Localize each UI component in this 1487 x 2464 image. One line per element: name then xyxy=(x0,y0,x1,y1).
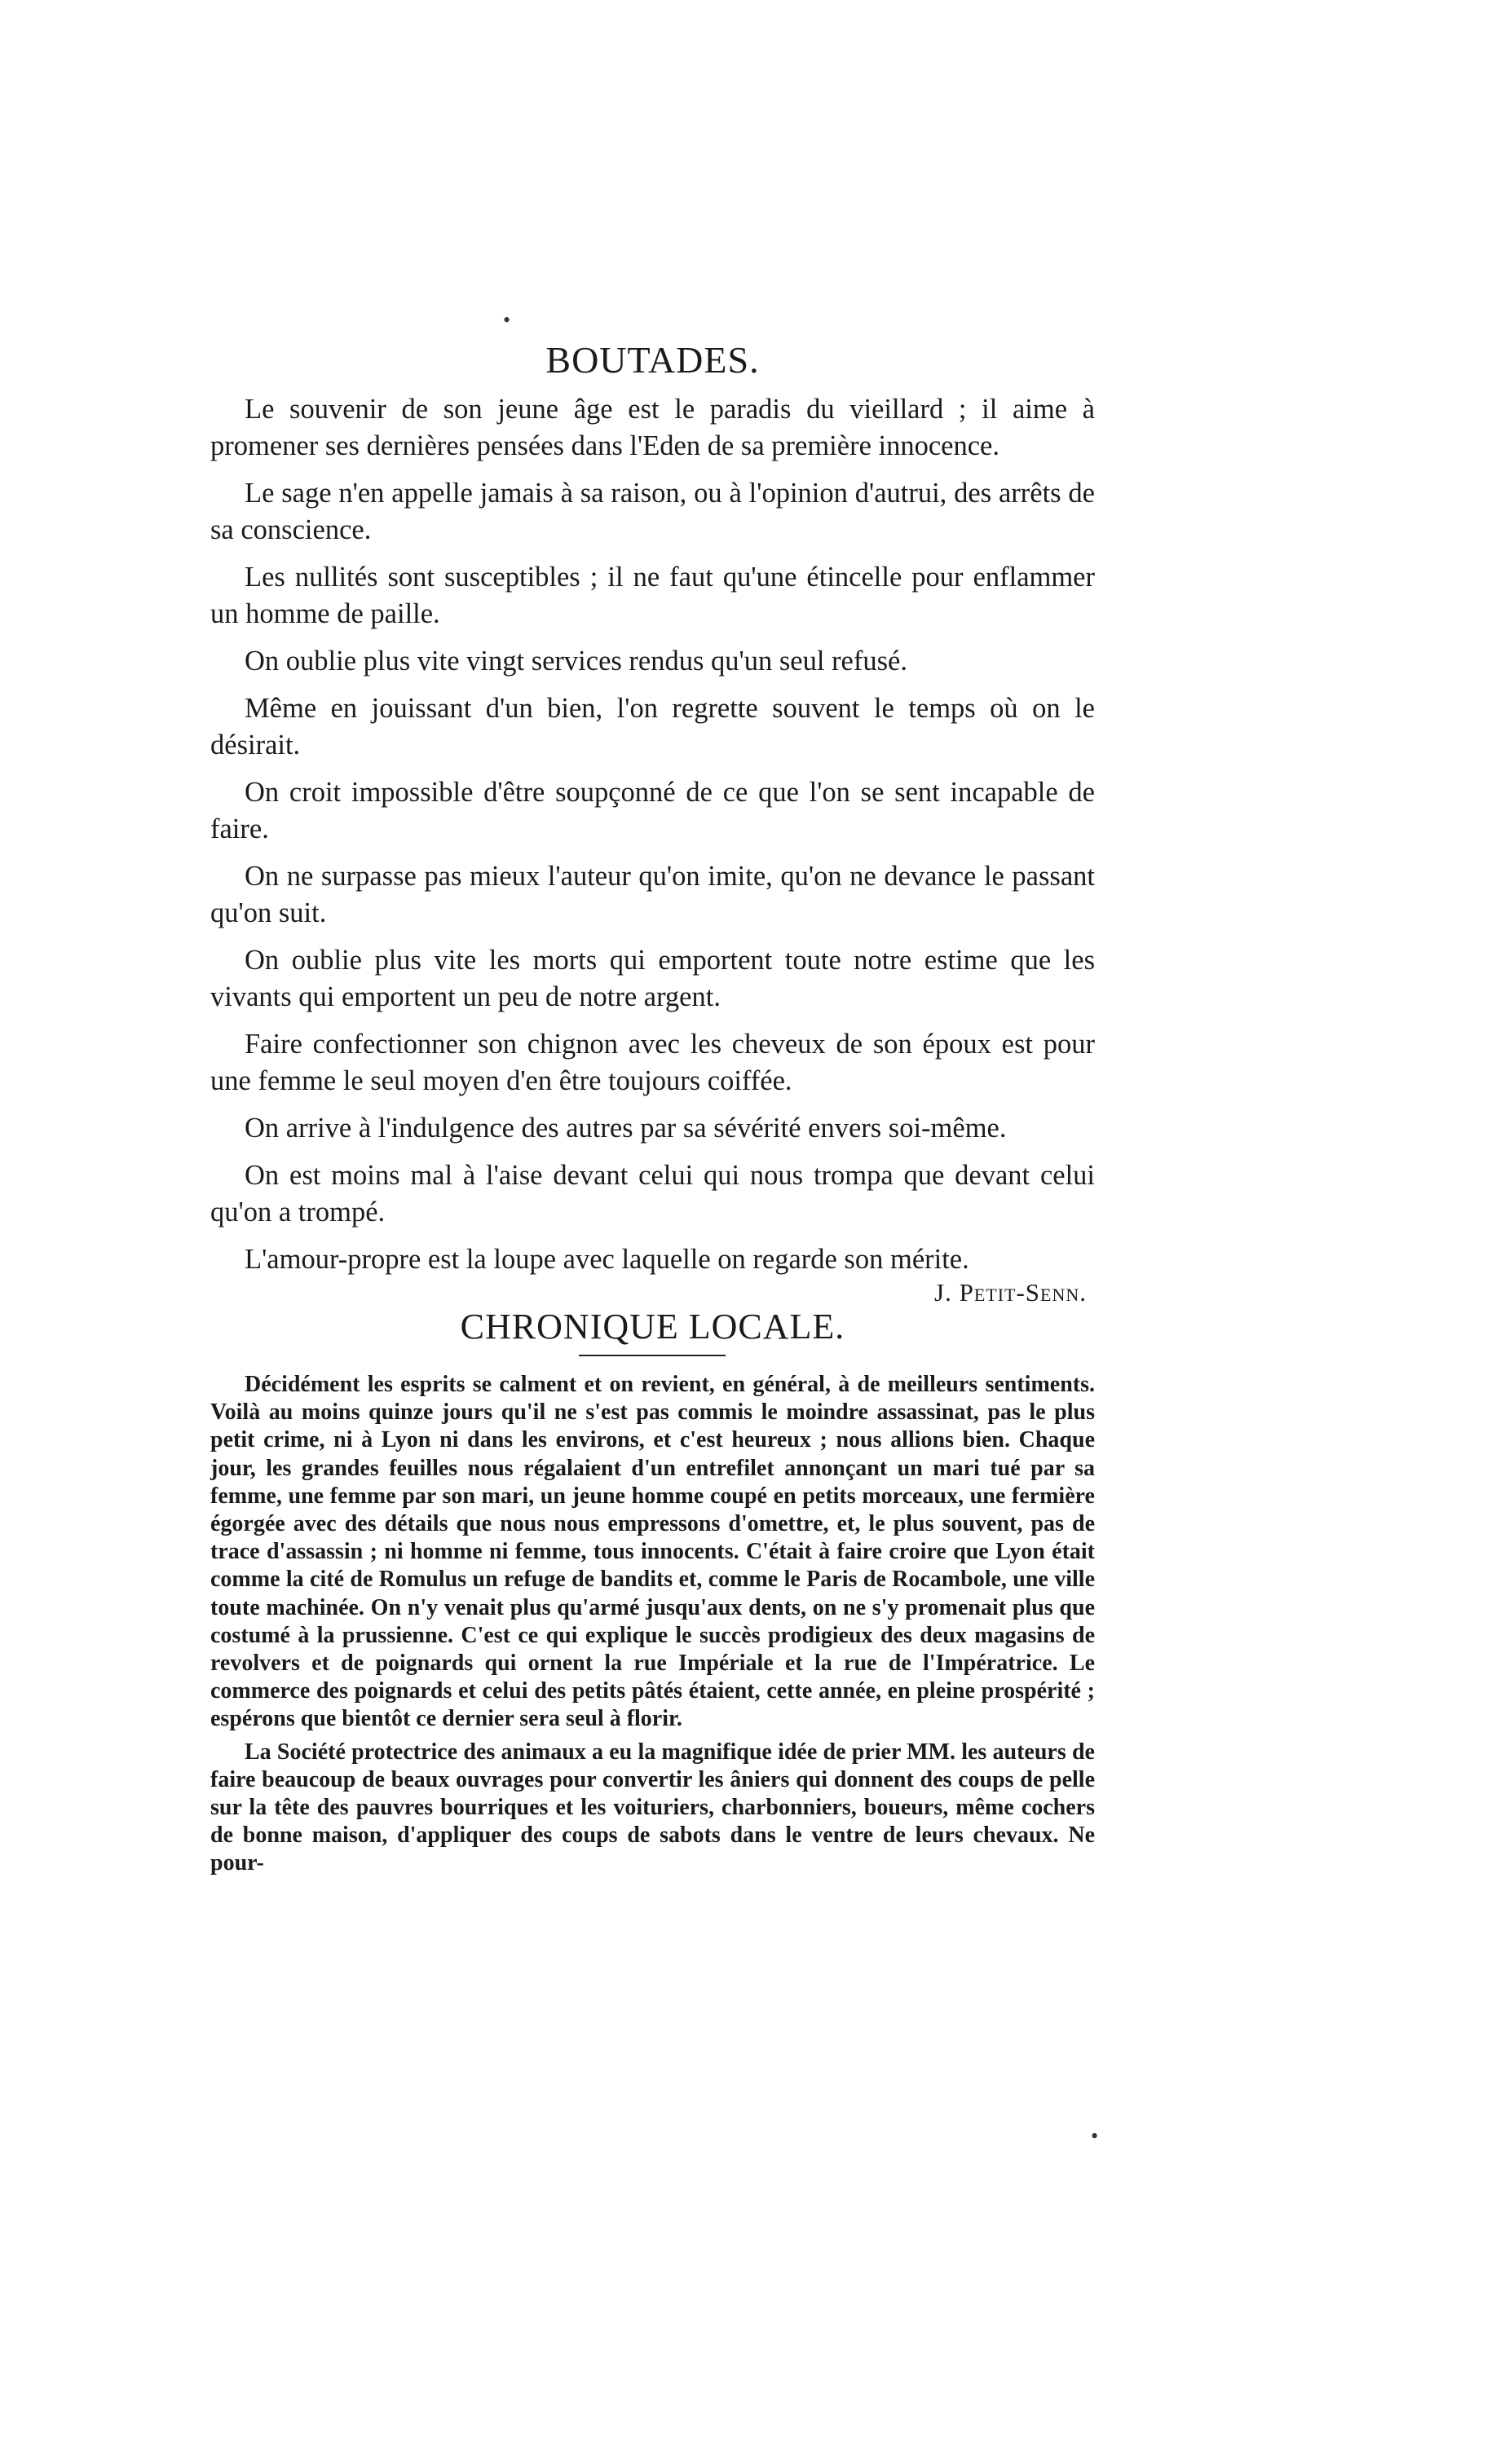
maxim: On croit impossible d'être soupçonné de ce que l'on se sent incapable de faire. xyxy=(210,777,1095,844)
maxim: On oublie plus vite vingt services rendus qu'un seul refusé. xyxy=(245,646,907,677)
maxim: On ne surpasse pas mieux l'auteur qu'on imite, qu'on ne devance le passant qu'on suit. xyxy=(210,861,1095,928)
maxim: Le souvenir de son jeune âge est le paradis du vieillard ; il aime à promener ses dernières pensées dans l'Eden de sa première innocence. xyxy=(210,394,1095,461)
chronique-paragraph: La Société protectrice des animaux a eu la magnifique idée de prier MM. les auteurs de faire beaucoup de beaux ouvrages pour convertir les âniers qui donnent des coups de pelle sur la tête des pauvres bourriques et les voituriers, charbonniers, boueurs, même cochers de bonne maison, d'appliquer des coups de sabots dans le ventre de leurs chevaux. Ne pour- xyxy=(210,1739,1095,1876)
boutades-heading: BOUTADES. xyxy=(545,339,760,381)
maxim: On est moins mal à l'aise devant celui qui nous trompa que devant celui qu'on a trompé. xyxy=(210,1160,1095,1228)
ink-speck: • xyxy=(1091,2124,1099,2148)
maxim: On oublie plus vite les morts qui emportent toute notre estime que les vivants qui emportent un peu de notre argent. xyxy=(210,945,1095,1012)
maxim: On arrive à l'indulgence des autres par sa sévérité envers soi-même. xyxy=(245,1113,1007,1144)
chronique-heading: CHRONIQUE LOCALE. xyxy=(460,1307,845,1347)
maxim: Les nullités sont susceptibles ; il ne faut qu'une étincelle pour enflammer un homme de paille. xyxy=(210,562,1095,629)
ink-speck: • xyxy=(503,308,511,332)
maxim: Faire confectionner son chignon avec les cheveux de son époux est pour une femme le seul moyen d'en être toujours coiffée. xyxy=(210,1029,1095,1096)
maxim: Le sage n'en appelle jamais à sa raison, ou à l'opinion d'autrui, des arrêts de sa conscience. xyxy=(210,478,1095,545)
heading-rule xyxy=(579,1355,726,1356)
author-signature: J. Petit-Senn. xyxy=(934,1278,1087,1307)
boutades-maxims xyxy=(210,391,1095,1307)
chronique-paragraph: Décidément les esprits se calment et on revient, en général, à de meilleurs sentiments. Voilà au moins quinze jours qu'il ne s'est pas commis le moindre assassinat, pas le plus petit crime, ni à Lyon ni dans les environs, et c'est heureux ; nous allions bien. Chaque jour, les grandes feuilles nous régalaient d'un entrefilet annonçant un mari tué par sa femme, une femme par son mari, un jeune homme coupé en petits morceaux, une fermière égorgée avec des détails que nous nous empressons d'omettre, et, le plus souvent, pas de trace d'assassin ; ni homme ni femme, tous innocents. C'était à faire croire que Lyon était comme la cité de Romulus un refuge de bandits et, comme le Paris de Rocambole, une ville toute machinée. On n'y venait plus qu'armé jusqu'aux dents, on ne s'y promenait plus que costumé à la prussienne. C'est ce qui explique le succès prodigieux des deux magasins de revolvers et de poignards qui ornent la rue Impériale et la rue de l'Impératrice. Le commerce des poignards et celui des petits pâtés étaient, cette année, en pleine prospérité ; espérons que bientôt ce dernier sera seul à florir. xyxy=(210,1372,1095,1732)
chronique-text xyxy=(210,1371,1095,1883)
maxim: Même en jouissant d'un bien, l'on regrette souvent le temps où on le désirait. xyxy=(210,693,1095,760)
maxim: L'amour-propre est la loupe avec laquelle on regarde son mérite. xyxy=(245,1244,969,1275)
